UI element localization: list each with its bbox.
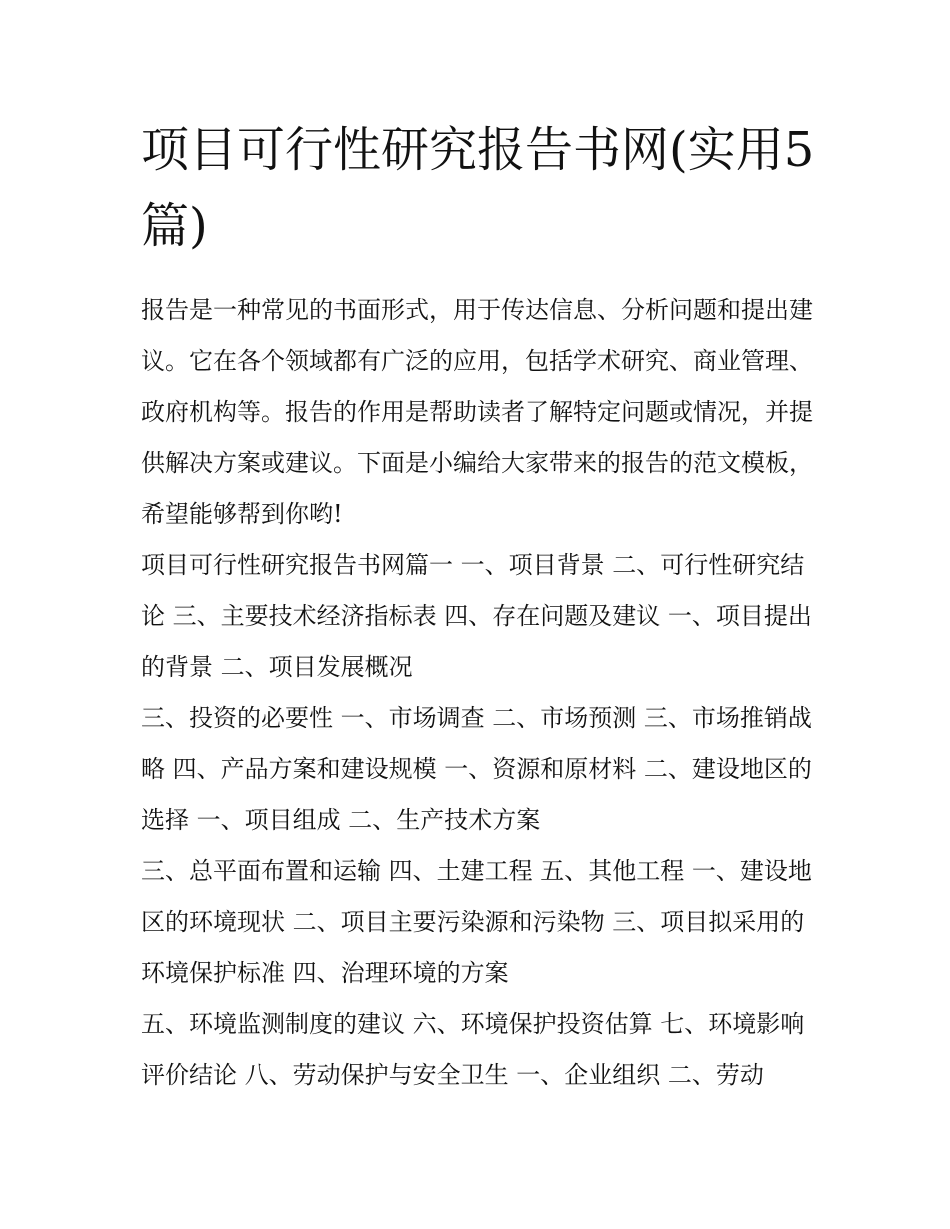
outline-paragraph-1: 项目可行性研究报告书网篇一 一、项目背景 二、可行性研究结论 三、主要技术经济指标表 四、存在问题及建议 一、项目提出的背景 二、项目发展概况 [141, 551, 812, 681]
outline-paragraph-2: 三、投资的必要性 一、市场调查 二、市场预测 三、市场推销战略 四、产品方案和建设规模 一、资源和原材料 二、建设地区的选择 一、项目组成 二、生产技术方案 [141, 704, 812, 834]
intro-paragraph: 报告是一种常见的书面形式，用于传达信息、分析问题和提出建议。它在各个领域都有广泛的应用，包括学术研究、商业管理、政府机构等。报告的作用是帮助读者了解特定问题或情况，并提供解决方案或建议。下面是小编给大家带来的报告的范文模板，希望能够帮到你哟! [141, 296, 813, 528]
outline-paragraph-4: 五、环境监测制度的建议 六、环境保护投资估算 七、环境影响评价结论 八、劳动保护与安全卫生 一、企业组织 二、劳动 [141, 1010, 805, 1089]
outline-paragraph-3: 三、总平面布置和运输 四、土建工程 五、其他工程 一、建设地区的环境现状 二、项目主要污染源和污染物 三、项目拟采用的环境保护标准 四、治理环境的方案 [141, 857, 812, 987]
document-content [141, 112, 821, 1101]
document-title: 项目可行性研究报告书网(实用5篇) [141, 122, 815, 254]
